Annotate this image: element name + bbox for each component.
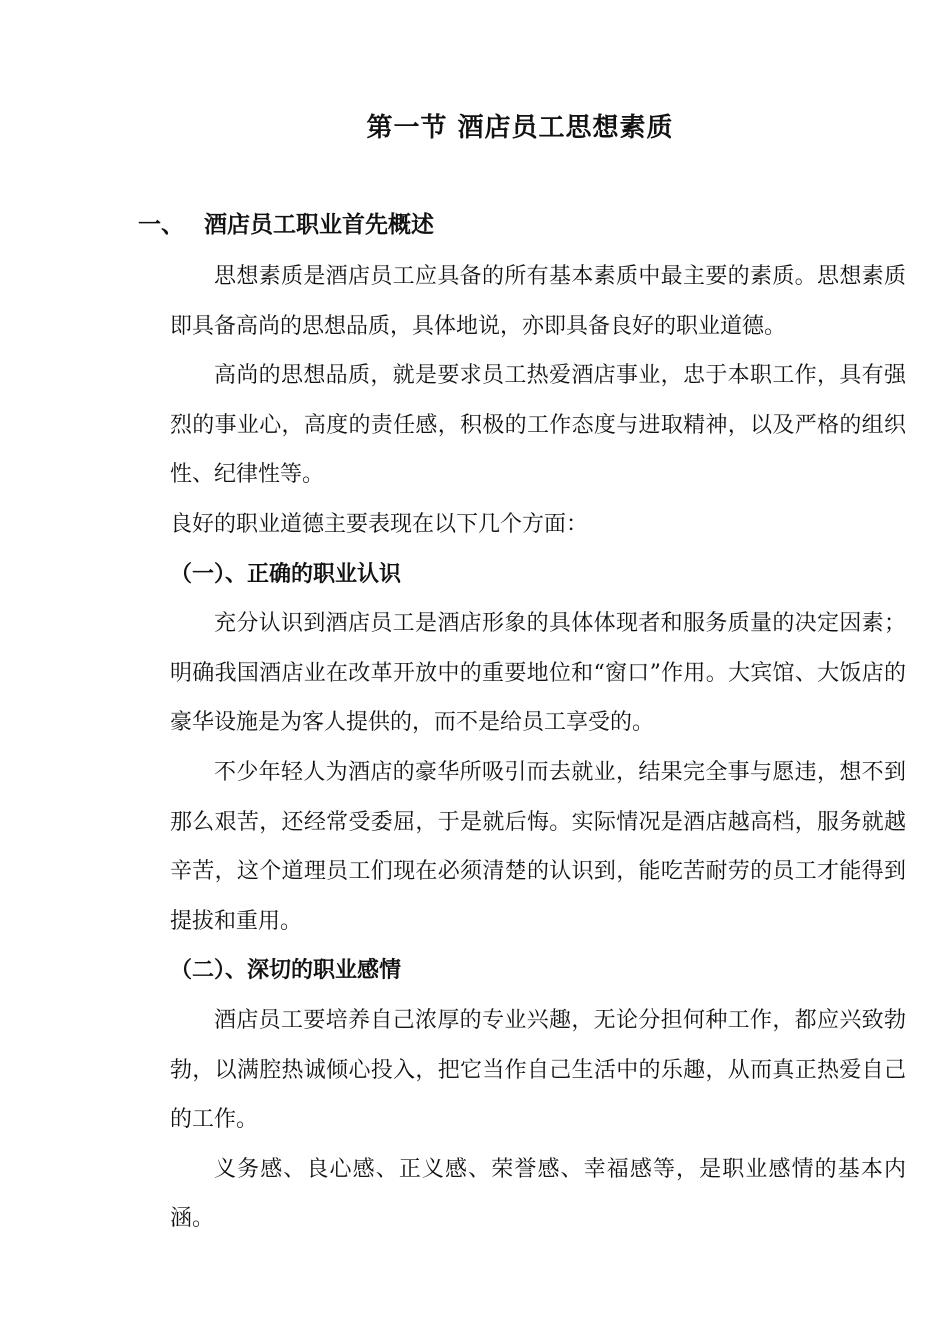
paragraph: 良好的职业道德主要表现在以下几个方面： [170,511,589,537]
page-title: 第一节 酒店员工思想素质 [366,113,674,143]
subheading: （一）、正确的职业认识 [170,560,402,587]
subheading: （二）、深切的职业感情 [170,957,402,984]
paragraph: 思想素质是酒店员工应具备的所有基本素质中最主要的素质。思想素质即具备高尚的思想品质，具体地说，亦即具备良好的职业道德。 [170,264,906,339]
paragraph: 充分认识到酒店员工是酒店形象的具体体现者和服务质量的决定因素；明确我国酒店业在改革开放中的重要地位和“窗口”作用。大宾馆、大饭店的豪华设施是为客人提供的，而不是给员工享受的。 [170,611,906,736]
section-heading-text: 酒店员工职业首先概述 [204,211,434,238]
paragraph: 高尚的思想品质，就是要求员工热爱酒店事业，忠于本职工作，具有强烈的事业心，高度的责任感，积极的工作态度与进取精神，以及严格的组织性、纪律性等。 [170,363,906,488]
paragraph: 酒店员工要培养自己浓厚的专业兴趣，无论分担何种工作，都应兴致勃勃，以满腔热诚倾心投入，把它当作自己生活中的乐趣，从而真正热爱自己的工作。 [170,1007,906,1133]
paragraph: 义务感、良心感、正义感、荣誉感、幸福感等，是职业感情的基本内涵。 [170,1156,906,1232]
paragraph: 不少年轻人为酒店的豪华所吸引而去就业，结果完全事与愿违，想不到那么艰苦，还经常受委屈，于是就后悔。实际情况是酒店越高档，服务就越辛苦，这个道理员工们现在必须清楚的认识到，能吃苦耐劳的员工才能得到提拔和重用。 [170,759,906,934]
section-number: 一、 [138,211,184,238]
section-heading [138,207,434,243]
document-body [170,252,906,1244]
